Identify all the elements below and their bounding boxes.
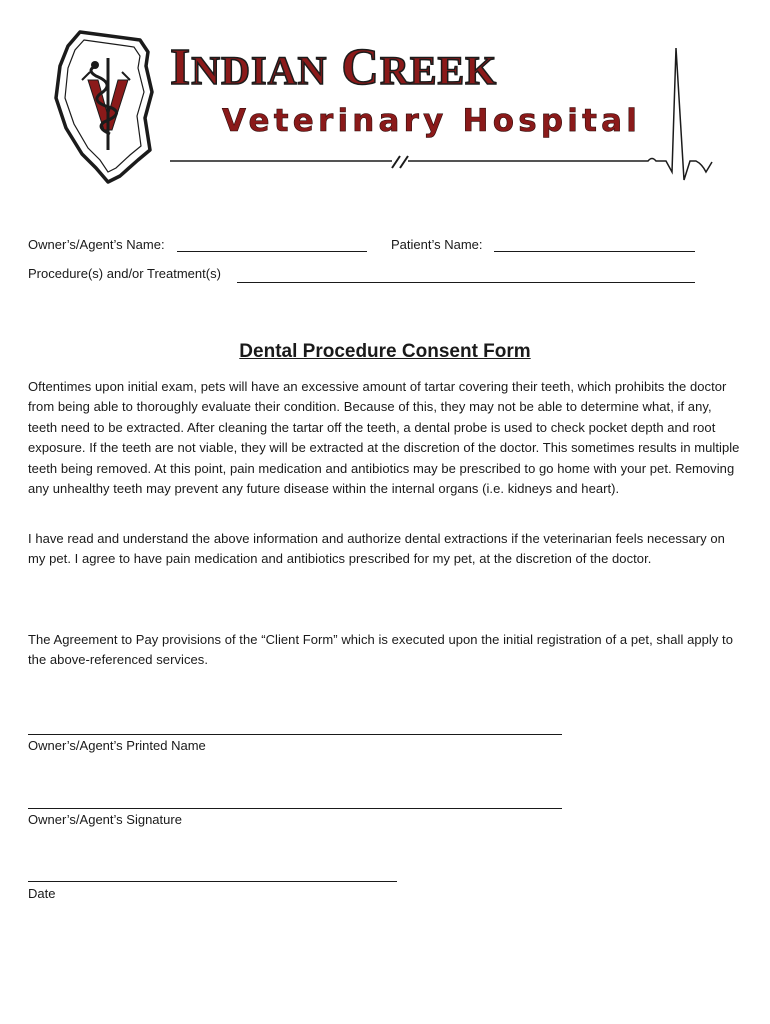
arrowhead-caduceus-icon <box>56 32 152 182</box>
date-line[interactable] <box>28 881 397 882</box>
owner-name-label: Owner’s/Agent’s Name: <box>28 237 165 252</box>
procedure-field[interactable] <box>237 282 695 283</box>
owner-name-field[interactable] <box>177 251 367 252</box>
paragraph-agreement-to-pay: The Agreement to Pay provisions of the “Client Form” which is executed upon the initial registration of a pet, shall apply to the above-referenced services. <box>28 632 733 668</box>
logo-name-line2: Veterinary Hospital <box>222 103 642 139</box>
paragraph-dental-info: Oftentimes upon initial exam, pets will have an excessive amount of tartar covering their teeth, which prohibits the doctor from being able to thoroughly evaluate their condition. Because of this, they may not be able to determine what, if any, teeth need to be extracted. After cleaning the tartar off the teeth, a dental probe is used to check pocket depth and root exposure. If the teeth are not viable, they will be extracted at the discretion of the doctor. This sometimes results in multiple teeth being removed. At this point, pain medication and antibiotics may be prescribed to go home with your pet. Removing any unhealthy teeth may prevent any future disease within the internal organs (i.e. kidneys and heart). <box>28 379 740 497</box>
printed-name-line[interactable] <box>28 734 562 735</box>
logo-graphics <box>0 0 770 200</box>
patient-name-label: Patient’s Name: <box>391 237 483 252</box>
patient-name-field[interactable] <box>494 251 695 252</box>
signature-line[interactable] <box>28 808 562 809</box>
signature-label: Owner’s/Agent’s Signature <box>28 812 182 827</box>
logo-name-line1: INDIAN CREEK <box>170 39 498 96</box>
form-title: Dental Procedure Consent Form <box>239 341 531 362</box>
paragraph-authorization: I have read and understand the above information and authorize dental extractions if the veterinarian feels necessary on my pet. I agree to have pain medication and antibiotics prescribed for my pet, at the discretion of the doctor. <box>28 531 725 567</box>
date-label: Date <box>28 886 56 901</box>
procedure-label: Procedure(s) and/or Treatment(s) <box>28 266 221 281</box>
printed-name-label: Owner’s/Agent’s Printed Name <box>28 738 206 753</box>
